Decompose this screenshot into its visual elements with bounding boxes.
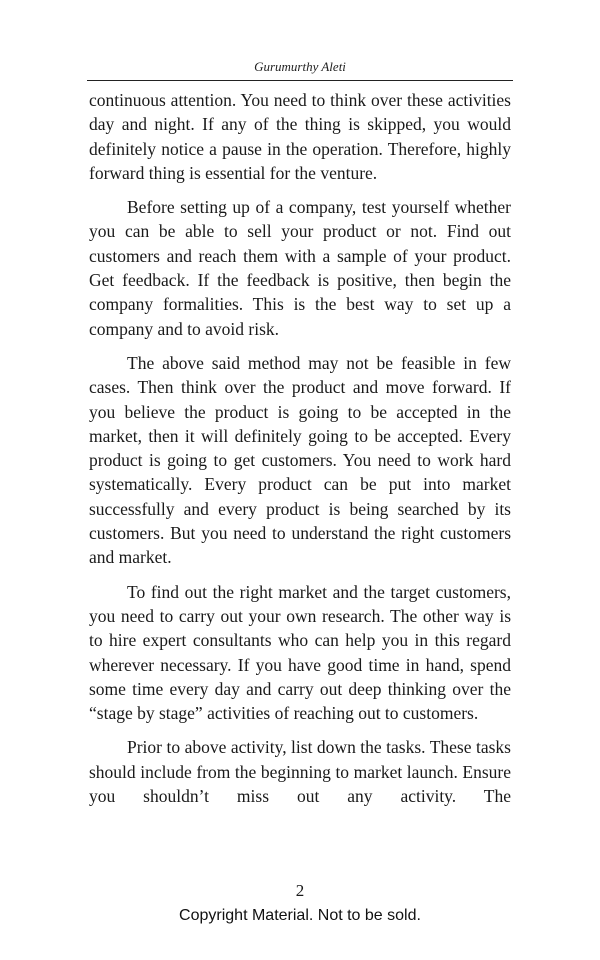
page-body: [89, 88, 511, 818]
paragraph-continuation: continuous attention. You need to think over these activities day and night. If any of the thing is skipped, you would definitely notice a pause in the operation. Therefore, highly forward thing is essential for the venture.: [89, 90, 511, 183]
page-number: 2: [295, 881, 305, 900]
paragraph: The above said method may not be feasible in few cases. Then think over the product and move forward. If you believe the product is going to be accepted in the market, then it will definitely going to be accepted. Every product is going to get customers. You need to work hard systematically. Every product can be put into market successfully and every product is being searched by its customers. But you need to understand the right customers and market.: [89, 352, 511, 568]
running-header-author: Gurumurthy Aleti: [87, 58, 513, 81]
paragraph: Before setting up of a company, test yourself whether you can be able to sell your product or not. Find out customers and reach them with a sample of your product. Get feedback. If the feedback is positive, then begin the company formalities. This is the best way to set up a company and to avoid risk.: [89, 197, 511, 339]
paragraph: To find out the right market and the target customers, you need to carry out your own research. The other way is to hire expert consultants who can help you in this regard wherever necessary. If you have good time in hand, spend some time every day and carry out deep thinking over the “stage by stage” activities of reaching out to customers.: [89, 581, 511, 724]
paragraph-continues: Prior to above activity, list down the tasks. These tasks should include from the beginning to market launch. Ensure you shouldn’t miss out any activity. The: [89, 737, 511, 807]
copyright-notice: Copyright Material. Not to be sold.: [179, 907, 421, 924]
